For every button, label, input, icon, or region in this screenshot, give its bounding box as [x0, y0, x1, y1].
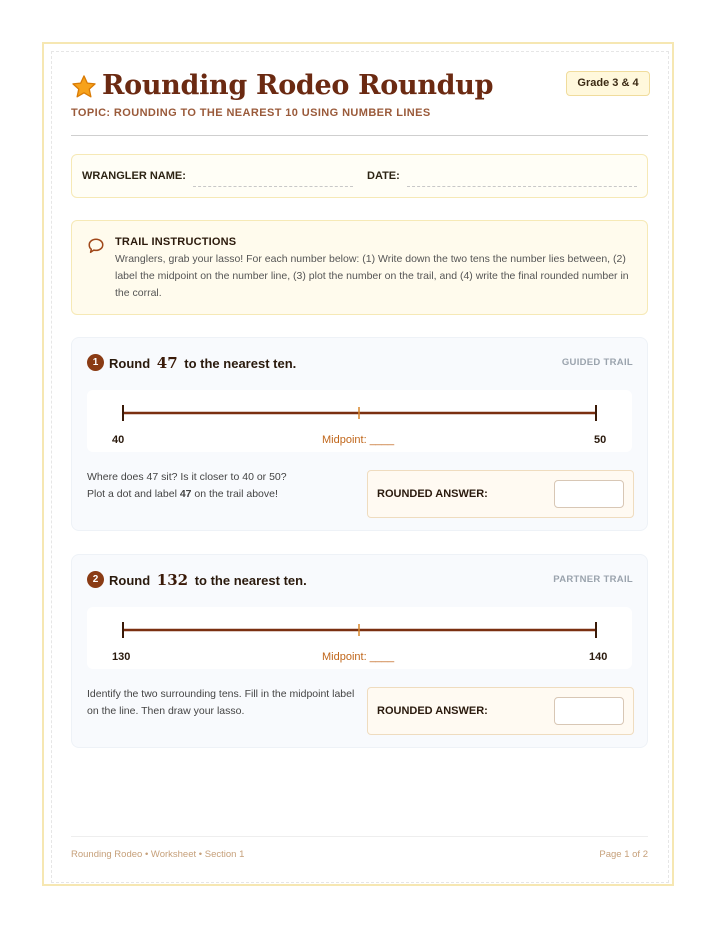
- header-divider: [71, 135, 648, 136]
- answer-label: ROUNDED ANSWER:: [377, 705, 488, 717]
- trail-tag: GUIDED TRAIL: [561, 357, 633, 368]
- question-prefix: Round: [109, 356, 151, 371]
- problem-question: [109, 354, 296, 372]
- name-label: WRANGLER NAME:: [82, 170, 186, 182]
- left-ten-label: 40: [112, 434, 125, 446]
- problem-card-2: [71, 554, 648, 748]
- midpoint-label: Midpoint: ____: [322, 434, 395, 446]
- date-field[interactable]: [407, 186, 637, 187]
- star-icon: [71, 74, 97, 100]
- left-ten-label: 130: [112, 651, 131, 663]
- number-line-area[interactable]: [87, 607, 632, 669]
- instructions-text: Wranglers, grab your lasso! For each number below: (1) Write down the two tens the number lies between, (2) label the midpoint on the number line, (3) plot the number on the trail, and (4) write the final rounded number in the corral.: [115, 253, 629, 299]
- answer-corral: [367, 687, 634, 735]
- help-line-1: Identify the two surrounding tens. Fill in the midpoint label: [87, 688, 355, 700]
- problem-help: [87, 469, 357, 502]
- question-suffix: to the nearest ten.: [194, 573, 307, 588]
- number-line-area[interactable]: [87, 390, 632, 452]
- speech-bubble-icon: [87, 237, 105, 255]
- trail-tag: PARTNER TRAIL: [553, 574, 633, 585]
- answer-corral: [367, 470, 634, 518]
- page-number: Page 1 of 2: [599, 849, 648, 860]
- instructions-title: TRAIL INSTRUCTIONS: [115, 236, 237, 248]
- topic-subtitle: TOPIC: ROUNDING TO THE NEAREST 10 USING NUMBER LINES: [71, 107, 431, 119]
- grade-badge: Grade 3 & 4: [566, 71, 650, 96]
- question-number: 47: [156, 354, 178, 372]
- question-prefix: Round: [109, 573, 151, 588]
- footer-left-text: Rounding Rodeo • Worksheet • Section 1: [71, 849, 245, 860]
- question-suffix: to the nearest ten.: [184, 356, 297, 371]
- footer-divider: [71, 836, 648, 837]
- page-title: Rounding Rodeo Roundup: [102, 70, 494, 101]
- date-label: DATE:: [367, 170, 400, 182]
- name-date-box: [71, 154, 648, 198]
- rounded-answer-input[interactable]: [554, 697, 624, 725]
- midpoint-label: Midpoint: ____: [322, 651, 395, 663]
- question-number: 132: [156, 571, 189, 589]
- problem-number-badge: 1: [87, 354, 104, 371]
- problem-question: [109, 571, 307, 589]
- answer-label: ROUNDED ANSWER:: [377, 488, 488, 500]
- help-line-2: on the line. Then draw your lasso.: [87, 704, 245, 717]
- help-line-2: Plot a dot and label 47 on the trail above!: [87, 487, 278, 500]
- help-line-1: Where does 47 sit? Is it closer to 40 or 50?: [87, 471, 287, 483]
- problem-number-badge: 2: [87, 571, 104, 588]
- right-ten-label: 140: [589, 651, 608, 663]
- rounded-answer-input[interactable]: [554, 480, 624, 508]
- problem-help: [87, 686, 362, 719]
- instructions-box: [71, 220, 648, 315]
- problem-card-1: [71, 337, 648, 531]
- right-ten-label: 50: [594, 434, 607, 446]
- name-field[interactable]: [193, 186, 353, 187]
